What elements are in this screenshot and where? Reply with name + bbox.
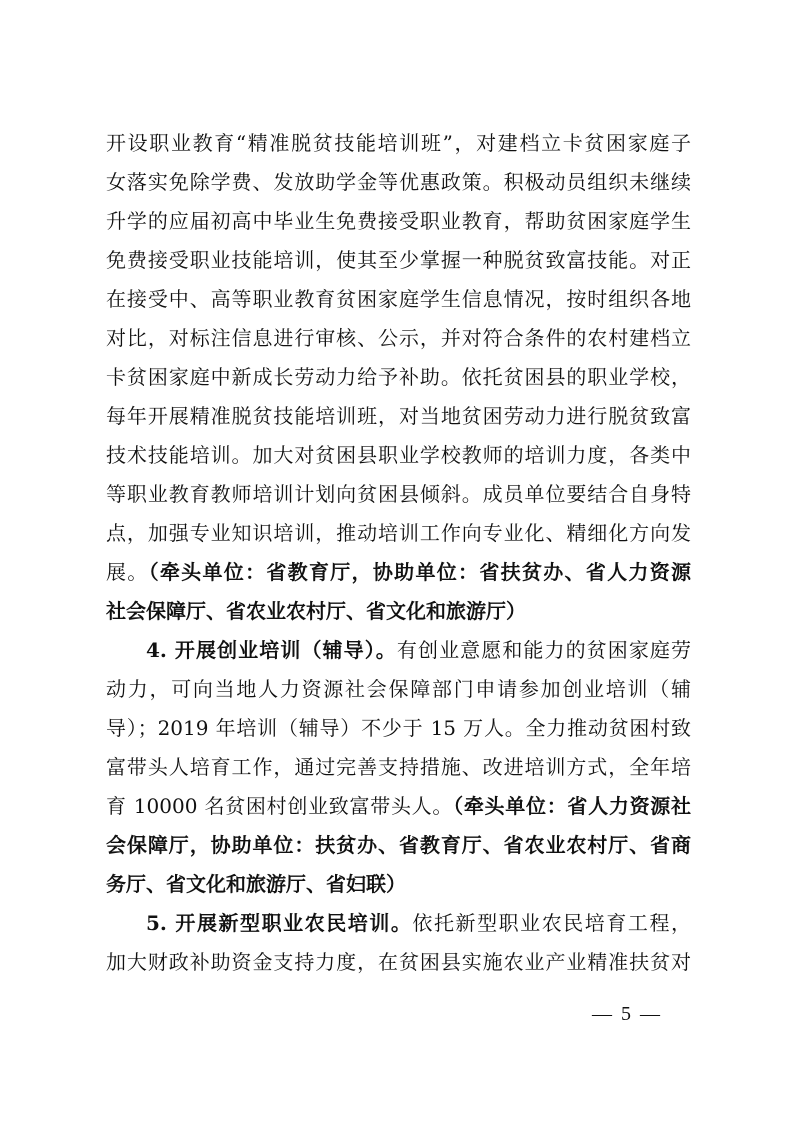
text-run: 展。 <box>106 560 149 584</box>
text-line: 对比，对标注信息进行审核、公示，并对符合条件的农村建档立 <box>106 326 691 350</box>
body-text <box>106 124 691 982</box>
lead-unit-note: （牵头单位：省教育厅，协助单位：省扶贫办、省人力资源 <box>148 560 691 584</box>
text-run: 有创业意愿和能力的贫困家庭劳 <box>396 638 691 662</box>
lead-unit-note: （牵头单位：省人力资源社 <box>453 794 691 818</box>
text-line: 升学的应届初高中毕业生免费接受职业教育，帮助贫困家庭学生 <box>106 209 691 233</box>
text-run: 依托新型职业农民培育工程， <box>412 911 691 935</box>
text-line <box>106 553 691 592</box>
section-heading: 5. 开展新型职业农民培训。 <box>146 911 413 935</box>
lead-unit-note: 会保障厅，协助单位：扶贫办、省教育厅、省农业农村厅、省商 <box>106 833 691 857</box>
text-line: 每年开展精准脱贫技能培训班，对当地贫困劳动力进行脱贫致富 <box>106 404 691 428</box>
text-line: 卡贫困家庭中新成长劳动力给予补助。依托贫困县的职业学校， <box>106 365 691 389</box>
text-line: 免费接受职业技能培训，使其至少掌握一种脱贫致富技能。对正 <box>106 248 691 272</box>
lead-unit-note: 社会保障厅、省农业农村厅、省文化和旅游厅） <box>106 599 526 623</box>
text-line <box>106 787 691 826</box>
section-heading: 4. 开展创业培训（辅导）。 <box>146 638 397 662</box>
text-line: 加大财政补助资金支持力度，在贫困县实施农业产业精准扶贫对 <box>106 950 691 974</box>
page-number: — 5 — <box>592 1003 662 1025</box>
text-line <box>106 631 691 670</box>
text-line: 导）；2019 年培训（辅导）不少于 15 万人。全力推动贫困村致 <box>106 716 691 740</box>
text-line: 在接受中、高等职业教育贫困家庭学生信息情况，按时组织各地 <box>106 287 691 311</box>
text-line: 点，加强专业知识培训，推动培训工作向专业化、精细化方向发 <box>106 521 691 545</box>
text-line: 女落实免除学费、发放助学金等优惠政策。积极动员组织未继续 <box>106 170 691 194</box>
text-line: 富带头人培育工作，通过完善支持措施、改进培训方式，全年培 <box>106 755 691 779</box>
text-line: 技术技能培训。加大对贫困县职业学校教师的培训力度，各类中 <box>106 443 691 467</box>
lead-unit-note: 务厅、省文化和旅游厅、省妇联） <box>106 872 406 896</box>
text-line: 动力，可向当地人力资源社会保障部门申请参加创业培训（辅 <box>106 677 691 701</box>
text-run: 育 10000 名贫困村创业致富带头人。 <box>106 794 454 818</box>
text-line <box>106 904 691 943</box>
text-line: 等职业教育教师培训计划向贫困县倾斜。成员单位要结合自身特 <box>106 482 691 506</box>
text-line: 开设职业教育“精准脱贫技能培训班”，对建档立卡贫困家庭子 <box>106 131 691 155</box>
